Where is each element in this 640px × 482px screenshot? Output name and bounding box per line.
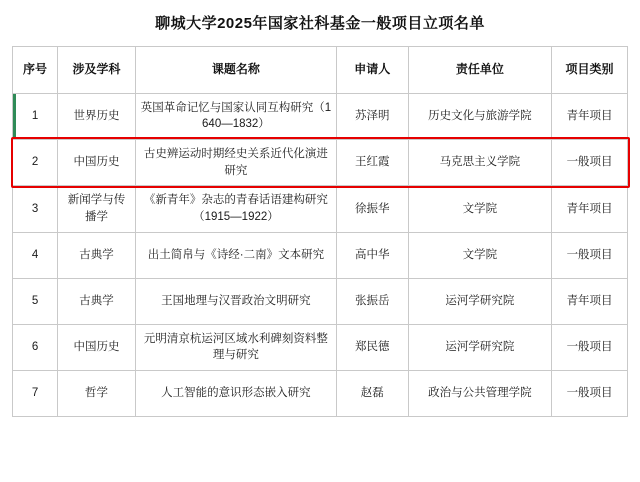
- cell-subject: 哲学: [58, 370, 136, 416]
- cell-category: 一般项目: [552, 370, 628, 416]
- cell-index: 1: [13, 93, 58, 139]
- cell-subject: 古典学: [58, 278, 136, 324]
- cell-unit: 文学院: [408, 232, 552, 278]
- cell-topic: 元明清京杭运河区域水利碑刻资料整理与研究: [135, 324, 336, 370]
- table-container: [0, 46, 640, 417]
- cell-index: 5: [13, 278, 58, 324]
- cell-unit: 运河学研究院: [408, 324, 552, 370]
- cell-unit: 马克思主义学院: [408, 139, 552, 185]
- table-row: [13, 232, 628, 278]
- cell-subject: 古典学: [58, 232, 136, 278]
- cell-topic: 王国地理与汉晋政治文明研究: [135, 278, 336, 324]
- cell-subject: 世界历史: [58, 93, 136, 139]
- cell-applicant: 赵磊: [336, 370, 408, 416]
- table-row: [13, 186, 628, 232]
- table-body: [13, 93, 628, 416]
- project-list-table: [12, 46, 628, 417]
- cell-category: 青年项目: [552, 186, 628, 232]
- cell-topic: 人工智能的意识形态嵌入研究: [135, 370, 336, 416]
- cell-category: 一般项目: [552, 139, 628, 185]
- cell-topic: 《新青年》杂志的青春话语建构研究（1915—1922）: [135, 186, 336, 232]
- table-row: [13, 93, 628, 139]
- cell-applicant: 郑民德: [336, 324, 408, 370]
- cell-subject: 中国历史: [58, 324, 136, 370]
- column-header-applicant: 申请人: [336, 46, 408, 93]
- column-header-index: 序号: [13, 46, 58, 93]
- cell-index: 6: [13, 324, 58, 370]
- cell-applicant: 高中华: [336, 232, 408, 278]
- column-header-topic: 课题名称: [135, 46, 336, 93]
- table-header-row: [13, 46, 628, 93]
- cell-topic: 古史辨运动时期经史关系近代化演进研究: [135, 139, 336, 185]
- column-header-unit: 责任单位: [408, 46, 552, 93]
- cell-unit: 政治与公共管理学院: [408, 370, 552, 416]
- cell-applicant: 徐振华: [336, 186, 408, 232]
- cell-category: 青年项目: [552, 93, 628, 139]
- cell-index: 2: [13, 139, 58, 185]
- column-header-subject: 涉及学科: [58, 46, 136, 93]
- table-row: [13, 370, 628, 416]
- cell-subject: 新闻学与传播学: [58, 186, 136, 232]
- cell-index: 7: [13, 370, 58, 416]
- column-header-category: 项目类别: [552, 46, 628, 93]
- table-row: [13, 139, 628, 185]
- cell-topic: 英国革命记忆与国家认同互构研究（1640—1832）: [135, 93, 336, 139]
- cell-topic: 出土简帛与《诗经·二南》文本研究: [135, 232, 336, 278]
- cell-category: 一般项目: [552, 232, 628, 278]
- cell-unit: 历史文化与旅游学院: [408, 93, 552, 139]
- cell-applicant: 张振岳: [336, 278, 408, 324]
- cell-category: 青年项目: [552, 278, 628, 324]
- cell-subject: 中国历史: [58, 139, 136, 185]
- table-header: [13, 46, 628, 93]
- cell-unit: 运河学研究院: [408, 278, 552, 324]
- cell-applicant: 王红霞: [336, 139, 408, 185]
- cell-unit: 文学院: [408, 186, 552, 232]
- cell-applicant: 苏泽明: [336, 93, 408, 139]
- table-row: [13, 324, 628, 370]
- cell-index: 4: [13, 232, 58, 278]
- cell-index: 3: [13, 186, 58, 232]
- cell-category: 一般项目: [552, 324, 628, 370]
- table-row: [13, 278, 628, 324]
- page-title: 聊城大学2025年国家社科基金一般项目立项名单: [155, 15, 485, 32]
